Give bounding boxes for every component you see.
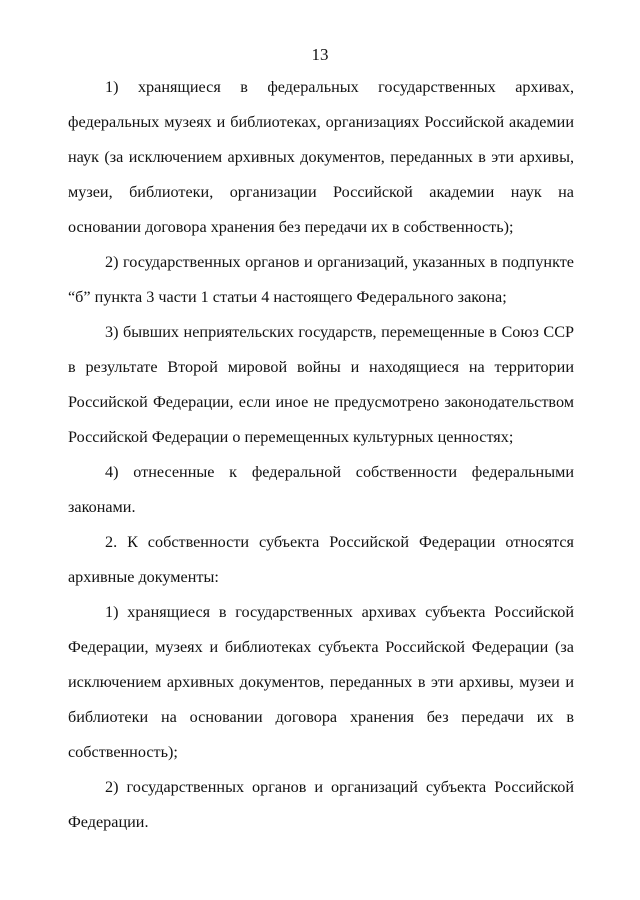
page-number: 13 (311, 45, 329, 64)
document-body (68, 70, 574, 840)
paragraph-federal-archives: 1) хранящиеся в федеральных государственных архивах, федеральных музеях и библиотеках, организациях Российской академии наук (за исключением архивных документов, переданных в эти архивы, музеи, библиотеки, организации Российской академии наук на основании договора хранения без передачи их в собственность); (68, 78, 574, 236)
paragraph-enemy-states: 3) бывших неприятельских государств, перемещенные в Союз ССР в результате Второй мировой войны и находящиеся на территории Российской Федерации, если иное не предусмотрено законодательством Российской Федерации о перемещенных культурных ценностях; (68, 323, 574, 446)
paragraph-subject-ownership: 2. К собственности субъекта Российской Федерации относятся архивные документы: (68, 533, 574, 586)
paragraph-subject-archives: 1) хранящиеся в государственных архивах субъекта Российской Федерации, музеях и библиотеках субъекта Российской Федерации (за исключением архивных документов, переданных в эти архивы, музеи и библиотеки на основании договора хранения без передачи их в собственность); (68, 603, 574, 761)
paragraph-federal-laws: 4) отнесенные к федеральной собственности федеральными законами. (68, 463, 574, 516)
paragraph-subject-bodies: 2) государственных органов и организаций субъекта Российской Федерации. (68, 778, 574, 831)
paragraph-state-bodies: 2) государственных органов и организаций, указанных в подпункте “б” пункта 3 части 1 статьи 4 настоящего Федерального закона; (68, 253, 574, 306)
